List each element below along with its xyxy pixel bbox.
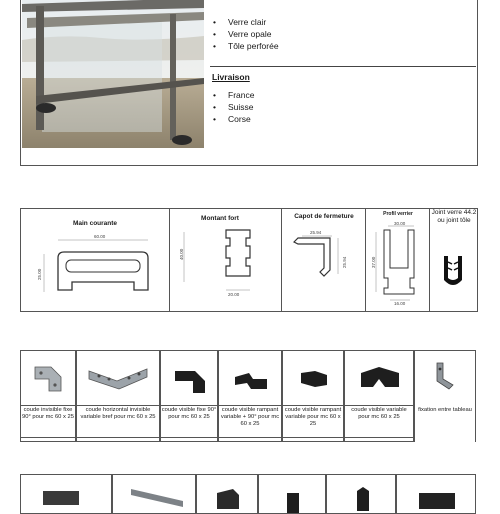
finish-item: • Tôle perforée (228, 40, 279, 52)
accessory-card (20, 474, 112, 514)
accessory-card (414, 350, 476, 442)
accessory-label: coude visible rampant variable + 90° pour mc 60 x 25 (220, 407, 280, 427)
profile-title: Montant fort (201, 215, 239, 222)
delivery-list (228, 89, 254, 125)
dimension-label: 16.00 (394, 301, 406, 306)
finish-item: • Verre opale (228, 28, 279, 40)
accessory-card (218, 350, 282, 442)
profile-title: Main courante (72, 220, 118, 227)
profile-title: Joint verre 44.2 ou joint tôle (431, 209, 477, 224)
accessory-card (112, 474, 196, 514)
dimension-label: 25.94 (342, 256, 347, 268)
joint-drawing (438, 254, 468, 288)
delivery-item: • Suisse (228, 101, 254, 113)
divider (161, 437, 217, 438)
rail-section-icon (127, 487, 187, 507)
end-cap-icon (213, 485, 243, 509)
dimension-label: 25.00 (37, 268, 42, 280)
accessory-card (76, 350, 160, 442)
divider (345, 405, 413, 406)
accessory-card (196, 474, 258, 514)
wall-bracket-icon (431, 361, 457, 391)
divider (219, 405, 281, 406)
dimension-label: 30.00 (394, 222, 406, 226)
montant-fort-drawing (176, 226, 266, 304)
accessory-label: coude invisible fixe 90° pour mc 60 x 25 (22, 407, 74, 420)
accessory-card (258, 474, 326, 514)
elbow-flat-icon (31, 363, 65, 395)
finish-item: • Verre clair (228, 16, 279, 28)
accessory-label: coude visible variable pour mc 60 x 25 (351, 407, 407, 420)
divider (77, 437, 159, 438)
accessory-card (396, 474, 476, 514)
elbow-rampant-icon (233, 369, 269, 393)
elbow-variable-icon (359, 363, 401, 395)
divider (345, 437, 413, 438)
post-cap-icon (353, 485, 373, 511)
accessory-card (160, 350, 218, 442)
dimension-label: 37.00 (371, 256, 376, 268)
divider (283, 405, 343, 406)
divider (161, 405, 217, 406)
profile-title: Capot de fermeture (294, 213, 354, 220)
divider (21, 437, 75, 438)
accessory-card (344, 350, 414, 442)
main-courante-drawing (30, 232, 170, 302)
accessory-card (282, 350, 344, 442)
accessory-label: fixation entre tableau (418, 407, 472, 413)
profil-verrier-drawing (368, 222, 428, 306)
base-plate-icon (417, 489, 457, 509)
dimension-label: 20.00 (228, 292, 240, 297)
delivery-item: • France (228, 89, 254, 101)
elbow-rampant-icon (297, 367, 331, 391)
hinge-plate-icon (87, 365, 149, 393)
delivery-item: • Corse (228, 113, 254, 125)
divider (21, 405, 75, 406)
railing-photo (22, 0, 204, 148)
dimension-label: 60.00 (94, 234, 106, 239)
post-top-icon (281, 489, 305, 513)
accessory-card (326, 474, 396, 514)
finish-list (228, 16, 279, 52)
elbow-90-icon (171, 367, 209, 395)
profile-title: Profil verrier (383, 211, 413, 217)
accessory-label: coude visible fixe 90° pour mc 60 x 25 (161, 407, 217, 420)
capot-drawing (288, 224, 364, 286)
delivery-heading: Livraison (212, 72, 250, 82)
accessory-label: coude visible rampant variable pour mc 60 x 25 (284, 407, 342, 427)
accessory-card (20, 350, 76, 442)
section-divider (210, 66, 476, 67)
divider (219, 437, 281, 438)
accessory-label: coude horizontal invisible variable bref pour mc 60 x 25 (80, 407, 156, 420)
divider (77, 405, 159, 406)
connector-icon (41, 487, 81, 507)
dimension-label: 25.94 (310, 230, 322, 235)
divider (283, 437, 343, 438)
dimension-label: 40.00 (179, 248, 184, 260)
